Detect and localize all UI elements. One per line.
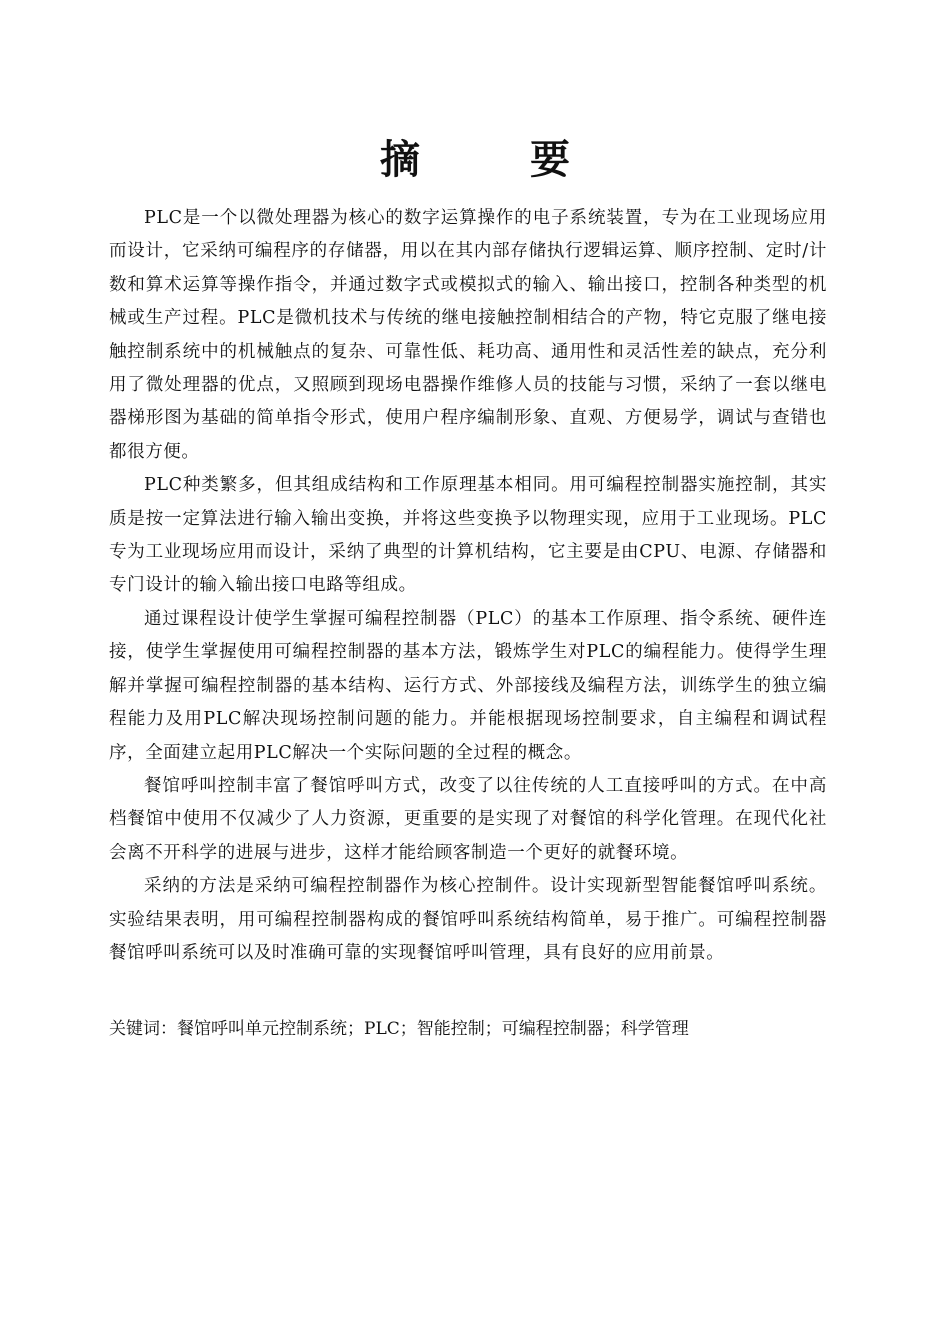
abstract-paragraph-3: 通过课程设计使学生掌握可编程控制器（PLC）的基本工作原理、指令系统、硬件连接，使学生掌握使用可编程控制器的基本方法，锻炼学生对PLC的编程能力。使得学生理解并掌握可编程控制器的基本结构、运行方式、外部接线及编程方法，训练学生的独立编程能力及用PLC解决现场控制问题的能力。并能根据现场控制要求，自主编程和调试程序，全面建立起用PLC解决一个实际问题的全过程的概念。: [109, 608, 827, 763]
keyword-separator: ；: [399, 1019, 417, 1039]
abstract-paragraph-4: 餐馆呼叫控制丰富了餐馆呼叫方式，改变了以往传统的人工直接呼叫的方式。在中高档餐馆中使用不仅减少了人力资源，更重要的是实现了对餐馆的科学化管理。在现代化社会离不开科学的进展与进步，这样才能给顾客制造一个更好的就餐环境。: [109, 775, 827, 863]
abstract-paragraph-1: PLC是一个以微处理器为核心的数字运算操作的电子系统装置，专为在工业现场应用而设计，它采纳可编程序的存储器，用以在其内部存储执行逻辑运算、顺序控制、定时/计数和算术运算等操作指令，并通过数字式或模拟式的输入、输出接口，控制各种类型的机械或生产过程。PLC是微机技术与传统的继电接触控制相结合的产物，特它克服了继电接触控制系统中的机械触点的复杂、可靠性低、耗功高、通用性和灵活性差的缺点，充分利用了微处理器的优点，又照顾到现场电器操作维修人员的技能与习惯，采纳了一套以继电器梯形图为基础的简单指令形式，使用户程序编制形象、直观、方便易学，调试与查错也都很方便。: [109, 208, 827, 462]
keyword-item: 科学管理: [620, 1019, 689, 1039]
keywords-line: [109, 1014, 827, 1044]
abstract-body: [109, 202, 827, 970]
keyword-item: 餐馆呼叫单元控制系统: [177, 1019, 347, 1039]
keyword-item: PLC: [364, 1019, 400, 1039]
abstract-title: 摘 要: [380, 136, 618, 183]
keywords-label: 关键词：: [109, 1019, 177, 1039]
keyword-separator: ；: [603, 1019, 621, 1039]
abstract-paragraph-2: PLC种类繁多，但其组成结构和工作原理基本相同。用可编程控制器实施控制，其实质是按一定算法进行输入输出变换，并将这些变换予以物理实现，应用于工业现场。PLC专为工业现场应用而设计，采纳了典型的计算机结构，它主要是由CPU、电源、存储器和专门设计的输入输出接口电路等组成。: [109, 475, 827, 596]
keyword-item: 智能控制: [416, 1019, 485, 1039]
keyword-separator: ；: [347, 1019, 364, 1039]
abstract-paragraph-5: 采纳的方法是采纳可编程控制器作为核心控制件。设计实现新型智能餐馆呼叫系统。实验结果表明，用可编程控制器构成的餐馆呼叫系统结构简单，易于推广。可编程控制器餐馆呼叫系统可以及时准确可靠的实现餐馆呼叫管理，具有良好的应用前景。: [109, 876, 827, 963]
keyword-separator: ；: [484, 1019, 502, 1039]
keyword-item: 可编程控制器: [501, 1019, 604, 1039]
